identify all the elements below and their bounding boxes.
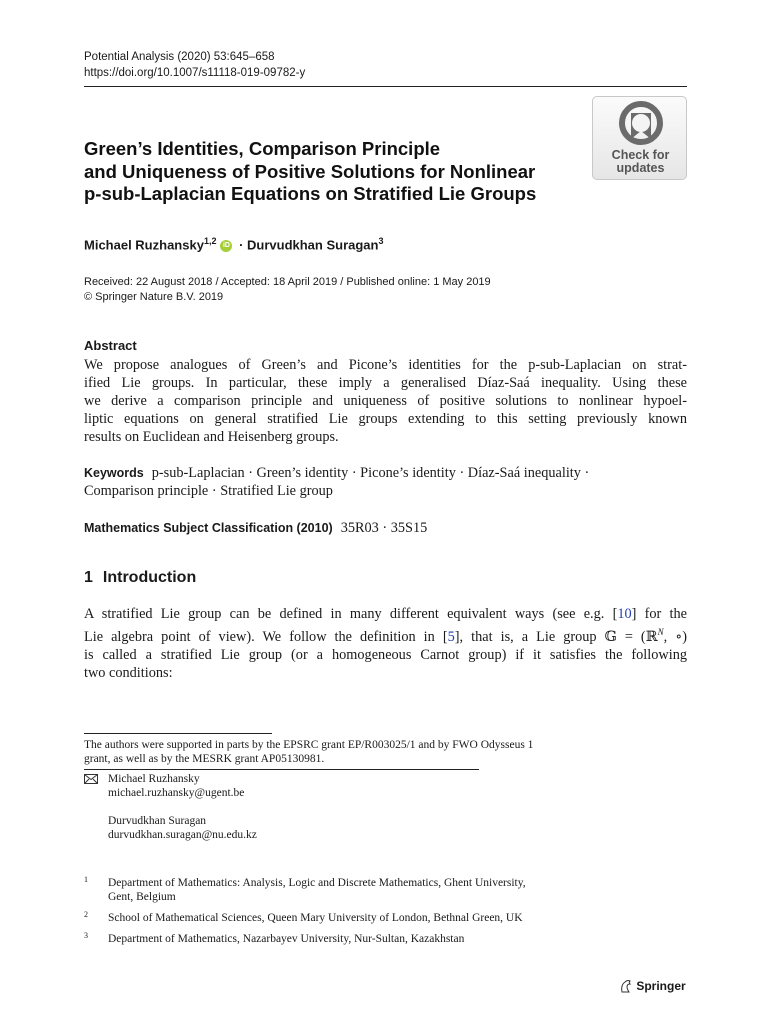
msc-classification (84, 519, 427, 537)
abstract-line: liptic equations on general stratified Lie groups extending to this setting previously known (84, 411, 687, 427)
title-line-3: p-sub-Laplacian Equations on Stratified Lie Groups (84, 183, 537, 204)
title-line-1: Green’s Identities, Comparison Principle (84, 138, 441, 159)
keywords-label: Keywords (84, 466, 144, 480)
abstract-line: we derive a comparison principle and uniqueness of positive solutions to nonlinear hypoel- (84, 393, 687, 409)
msc-label: Mathematics Subject Classification (2010) (84, 521, 333, 535)
affiliation-number: 1 (84, 875, 88, 884)
affiliation-number: 2 (84, 910, 88, 919)
copyright: © Springer Nature B.V. 2019 (84, 291, 224, 303)
header-rule (84, 86, 687, 87)
corr-author-name: Durvudkhan Suragan (108, 815, 207, 827)
text-span: A stratified Lie group can be defined in many different equivalent ways (see e.g. [ (84, 606, 618, 622)
intro-line-4: two conditions: (84, 664, 173, 681)
text-span: , ∘) (663, 628, 687, 645)
text-span: ], that is, a Lie group 𝔾 = (ℝ (454, 628, 658, 645)
envelope-icon (84, 774, 98, 784)
superscript: N (657, 627, 664, 637)
funding-line: The authors were supported in parts by the EPSRC grant EP/R003025/1 and by FWO Odysseus 1 (84, 739, 534, 751)
affiliation-number: 3 (84, 931, 88, 940)
section-number: 1 (84, 569, 93, 586)
abstract-line: ified Lie groups. In particular, these imply a generalised Díaz-Saá inequality. Using these (84, 375, 687, 391)
author-list (84, 232, 384, 254)
corr-author-email[interactable]: michael.ruzhansky@ugent.be (108, 787, 245, 799)
footnote-rule (84, 733, 272, 734)
badge-line-1: Check for (611, 148, 670, 162)
intro-line-1 (84, 605, 687, 623)
footnote-separator (84, 769, 479, 770)
text-span: ] for the (631, 606, 687, 622)
journal-citation: Potential Analysis (2020) 53:645–658 (84, 51, 275, 63)
corr-author-name: Michael Ruzhansky (108, 773, 200, 785)
author-name[interactable]: Durvudkhan Suragan (247, 237, 379, 253)
corr-author-email[interactable]: durvudkhan.suragan@nu.edu.kz (108, 829, 257, 841)
abstract-body (84, 356, 687, 446)
intro-line-2 (84, 623, 687, 646)
orcid-icon[interactable]: iD (220, 240, 232, 252)
springer-horse-icon (619, 979, 633, 993)
author-separator: · (235, 237, 248, 253)
section-heading (84, 569, 196, 587)
author-affiliation-sup: 1,2 (203, 236, 217, 246)
publisher-name: Springer (636, 978, 686, 993)
intro-paragraph (84, 605, 687, 682)
affiliation-line: Gent, Belgium (108, 891, 176, 903)
author-affiliation-sup: 3 (378, 236, 384, 246)
keywords-line-2: Comparison principle · Stratified Lie group (84, 483, 333, 499)
text-span: Lie algebra point of view). We follow the definition in [ (84, 628, 448, 645)
badge-line-2: updates (616, 161, 665, 175)
citation-link[interactable]: 10 (617, 606, 632, 622)
msc-value: 35R03 · 35S15 (340, 520, 428, 536)
affiliation-line: School of Mathematical Sciences, Queen Mary University of London, Bethnal Green, UK (108, 912, 523, 924)
funding-note (84, 738, 644, 766)
intro-line-3: is called a stratified Lie group (or a homogeneous Carnot group) if it satisfies the following (84, 646, 687, 663)
affiliation-line: Department of Mathematics: Analysis, Logic and Discrete Mathematics, Ghent University, (108, 877, 526, 889)
paper-title (84, 138, 644, 206)
section-title: Introduction (102, 569, 197, 586)
citation-link[interactable]: 5 (447, 628, 455, 645)
funding-line: grant, as well as by the MESRK grant AP05130981. (84, 753, 325, 765)
publisher-logo (619, 978, 686, 993)
author-name[interactable]: Michael Ruzhansky (84, 237, 204, 253)
publication-dates: Received: 22 August 2018 / Accepted: 18 April 2019 / Published online: 1 May 2019 (84, 276, 491, 288)
abstract-line: results on Euclidean and Heisenberg groups. (84, 429, 339, 445)
abstract-line: We propose analogues of Green’s and Picone’s identities for the p-sub-Laplacian on strat- (84, 357, 687, 373)
abstract-heading: Abstract (84, 338, 137, 353)
title-line-2: and Uniqueness of Positive Solutions for Nonlinear (84, 160, 536, 182)
doi-link[interactable]: https://doi.org/10.1007/s11118-019-09782-y (84, 67, 306, 79)
affiliation-line: Department of Mathematics, Nazarbayev University, Nur-Sultan, Kazakhstan (108, 933, 465, 945)
keywords (84, 464, 687, 500)
keywords-line-1: p-sub-Laplacian · Green’s identity · Picone’s identity · Díaz-Saá inequality · (151, 465, 590, 481)
